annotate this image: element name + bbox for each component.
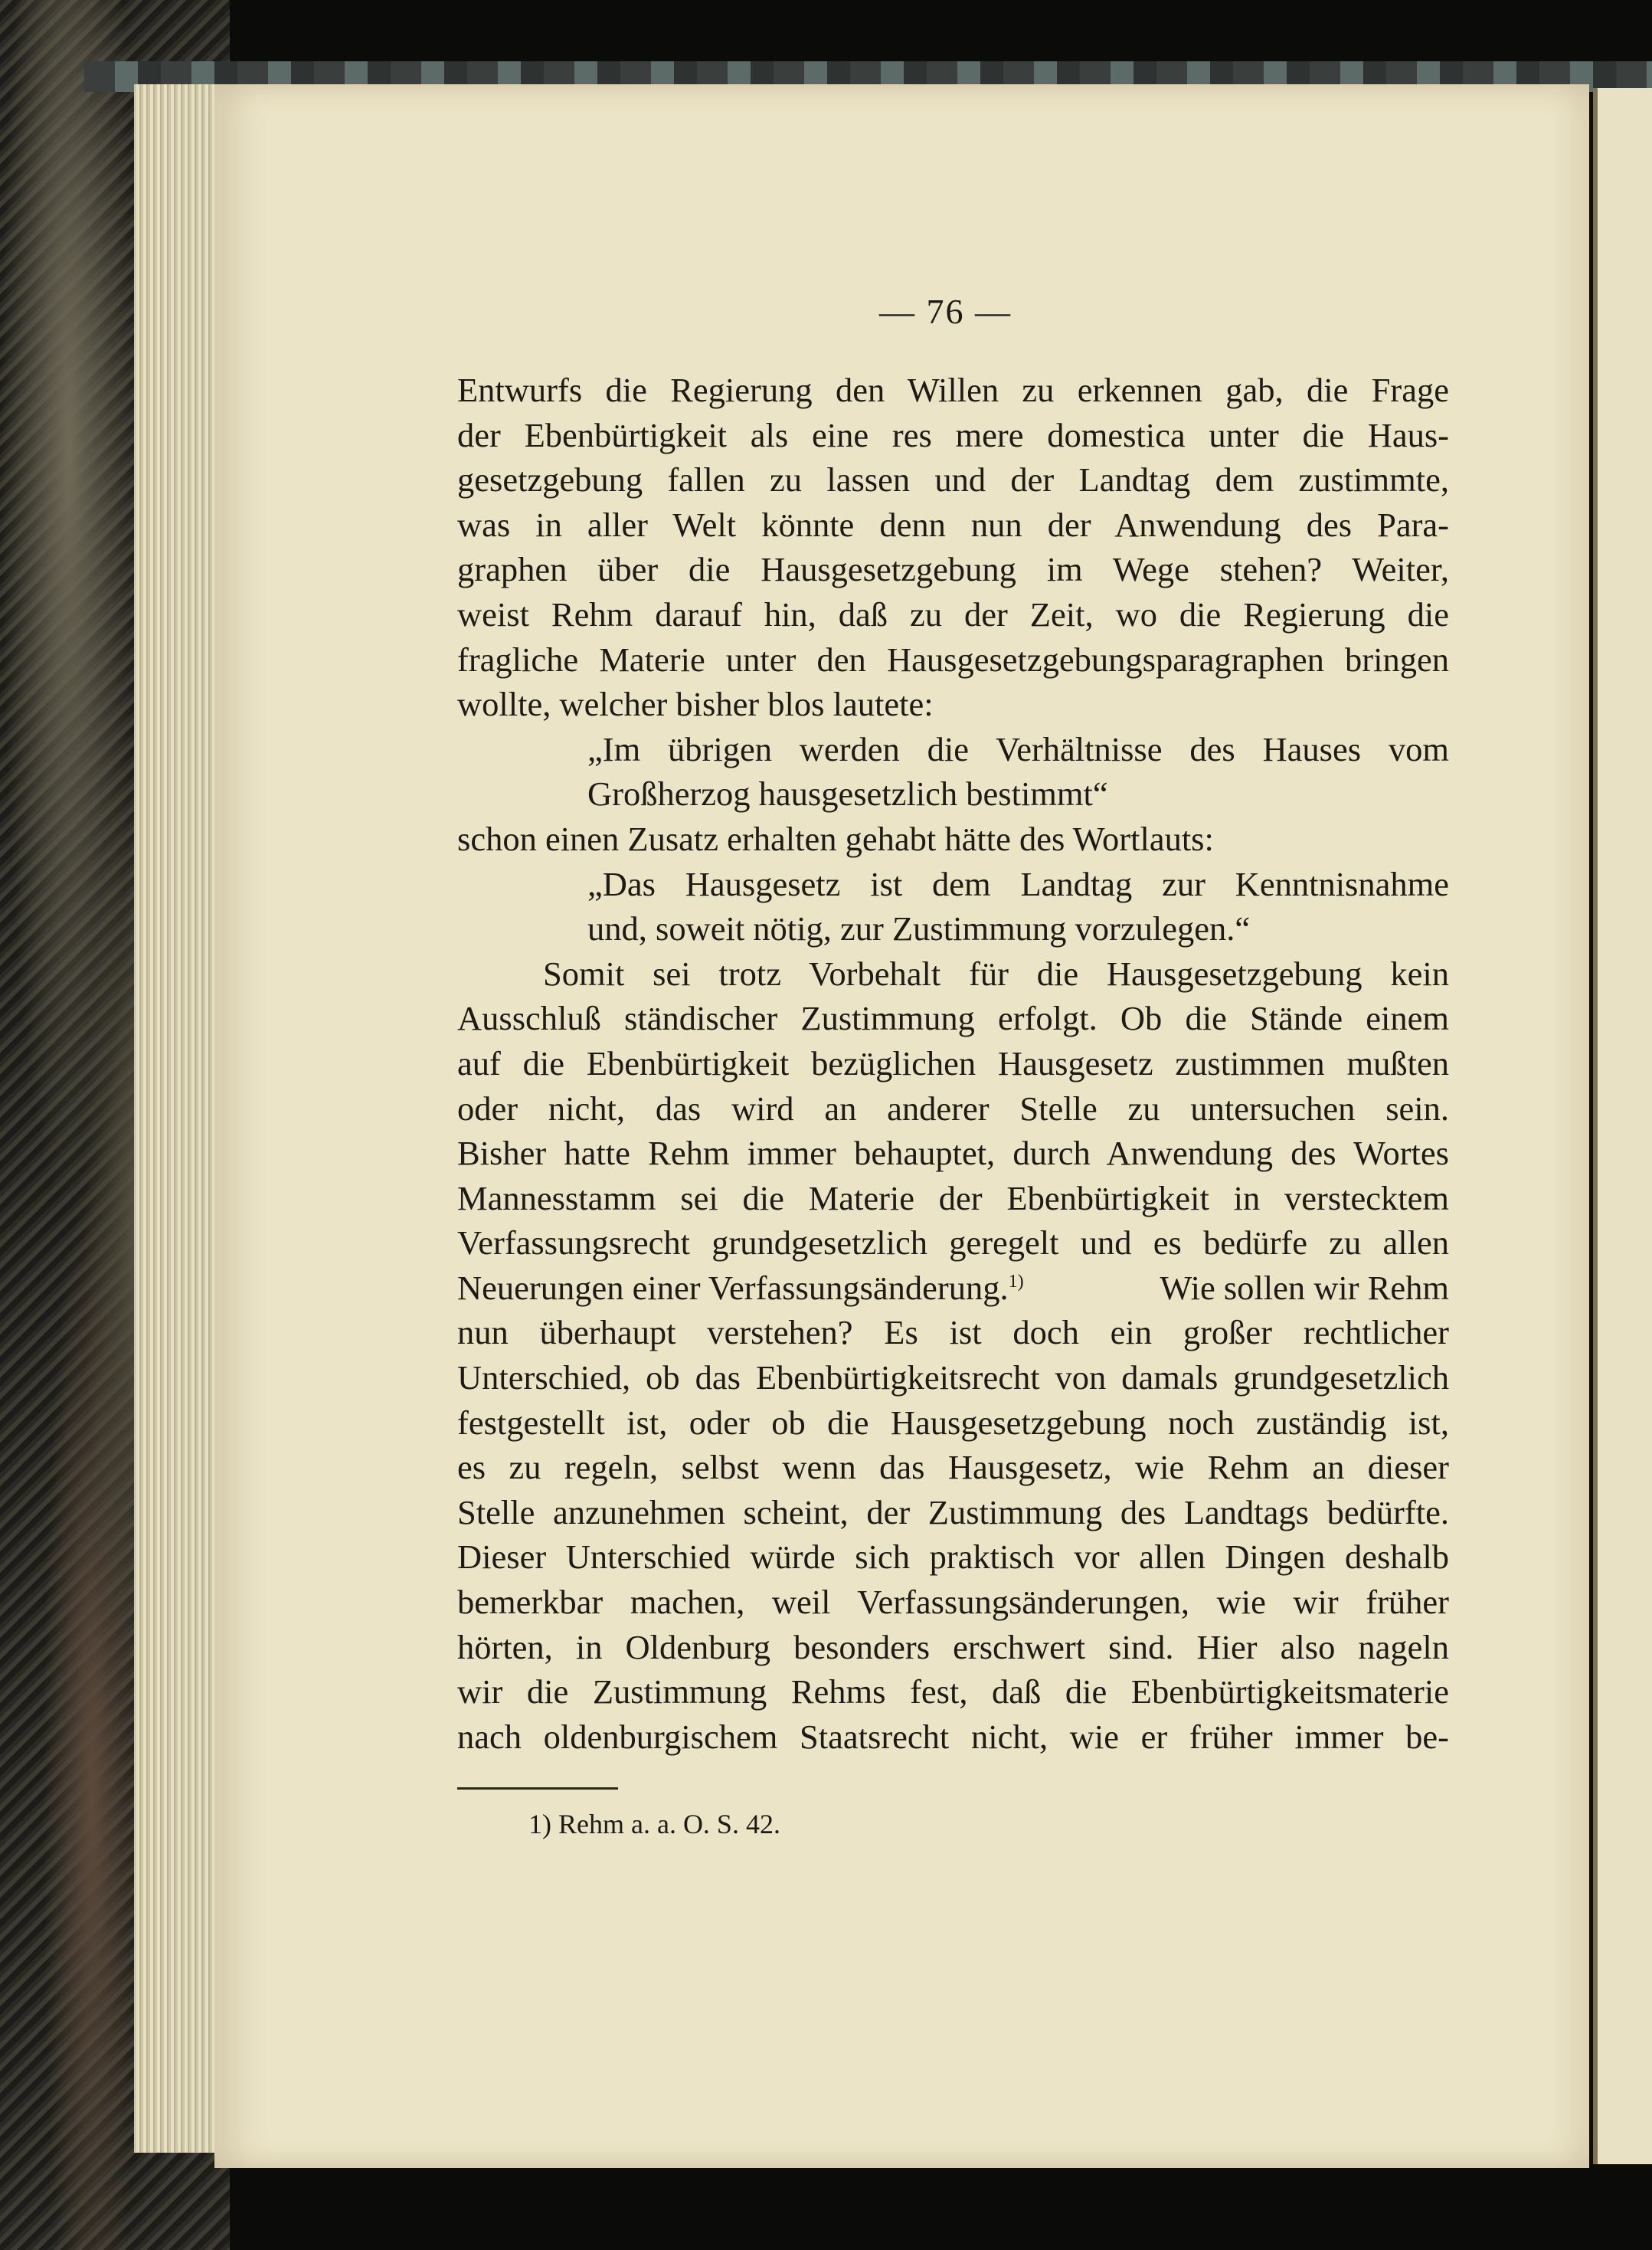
body-text [457,368,1449,1759]
text-line: fragliche Materie unter den Hausgesetzgebungsparagraphen bringen [457,640,1449,679]
text-line: es zu regeln, selbst wenn das Hausgesetz, wie Rehm an dieser [457,1448,1449,1487]
text-line: Ausschluß ständischer Zustimmung erfolgt. Ob die Stände einem [457,999,1449,1038]
text-line: Dieser Unterschied würde sich praktisch vor allen Dingen deshalb [457,1538,1449,1577]
text-line: bemerkbar machen, weil Verfassungsänderungen, wie wir früher [457,1583,1449,1622]
text-line: Verfassungsrecht grundgesetzlich geregelt und es bedürfe zu allen [457,1223,1449,1263]
text-line: der Ebenbürtigkeit als eine res mere domestica unter die Haus- [457,415,1449,454]
quote-line: und, soweit nötig, zur Zustimmung vorzulegen.“ [587,909,1251,948]
text-line: hörten, in Oldenburg besonders erschwert sind. Hier also nageln [457,1627,1449,1666]
text-line: Somit sei trotz Vorbehalt für die Hausgesetzgebung kein [543,954,1449,993]
text-line: gesetzgebung fallen zu lassen und der Landtag dem zustimmte, [457,460,1449,499]
quote-line: Großherzog hausgesetzlich bestimmt“ [587,775,1108,814]
facing-page-edge [1593,88,1652,2164]
text-line: schon einen Zusatz erhalten gehabt hätte des Wortlauts: [457,819,1214,858]
text-line: wollte, welcher bisher blos lautete: [457,685,934,724]
text-line: festgestellt ist, oder ob die Hausgesetzgebung noch zuständig ist, [457,1403,1449,1442]
text-line: nun überhaupt verstehen? Es ist doch ein großer rechtlicher [457,1313,1449,1352]
text-line: weist Rehm darauf hin, daß zu der Zeit, wo die Regierung die [457,594,1449,634]
quote-line: „Im übrigen werden die Verhältnisse des Hauses vom [587,729,1449,768]
text-line: nach oldenburgischem Staatsrecht nicht, wie er früher immer be- [457,1717,1449,1756]
text-line: Unterschied, ob das Ebenbürtigkeitsrecht von damals grundgesetzlich [457,1358,1449,1397]
text-line: Mannesstamm sei die Materie der Ebenbürtigkeit in verstecktem [457,1178,1449,1217]
footnote: 1) Rehm a. a. O. S. 42. [528,1809,780,1839]
text-line: oder nicht, das wird an anderer Stelle zu untersuchen sein. [457,1089,1449,1128]
quote-line: „Das Hausgesetz ist dem Landtag zur Kenntnisnahme [587,864,1449,903]
footnote-divider [457,1787,618,1790]
page-stack-edges [134,84,222,2153]
text-line: Entwurfs die Regierung den Willen zu erkennen gab, die Frage [457,371,1449,409]
footnote-marker: 1) [1008,1272,1024,1292]
page-number: — 76 — [879,292,1012,331]
text-line: wir die Zustimmung Rehms fest, daß die Ebenbürtigkeitsmaterie [457,1672,1449,1711]
text-line: Bisher hatte Rehm immer behauptet, durch Anwendung des Wortes [457,1134,1449,1173]
text-segment [457,1266,1024,1311]
text-line: auf die Ebenbürtigkeit bezüglichen Hausgesetz zustimmen mußten [457,1043,1449,1082]
text-line-start: Neuerungen einer Verfassungsänderung. [457,1268,1009,1307]
text-line: Stelle anzunehmen scheint, der Zustimmung des Landtags bedürfte. [457,1492,1449,1531]
text-line-end: Wie sollen wir Rehm [1160,1268,1449,1307]
text-line: graphen über die Hausgesetzgebung im Wege stehen? Weiter, [457,550,1449,589]
text-line-with-footnote [457,1266,1449,1311]
text-line: was in aller Welt könnte denn nun der Anwendung des Para- [457,505,1449,544]
